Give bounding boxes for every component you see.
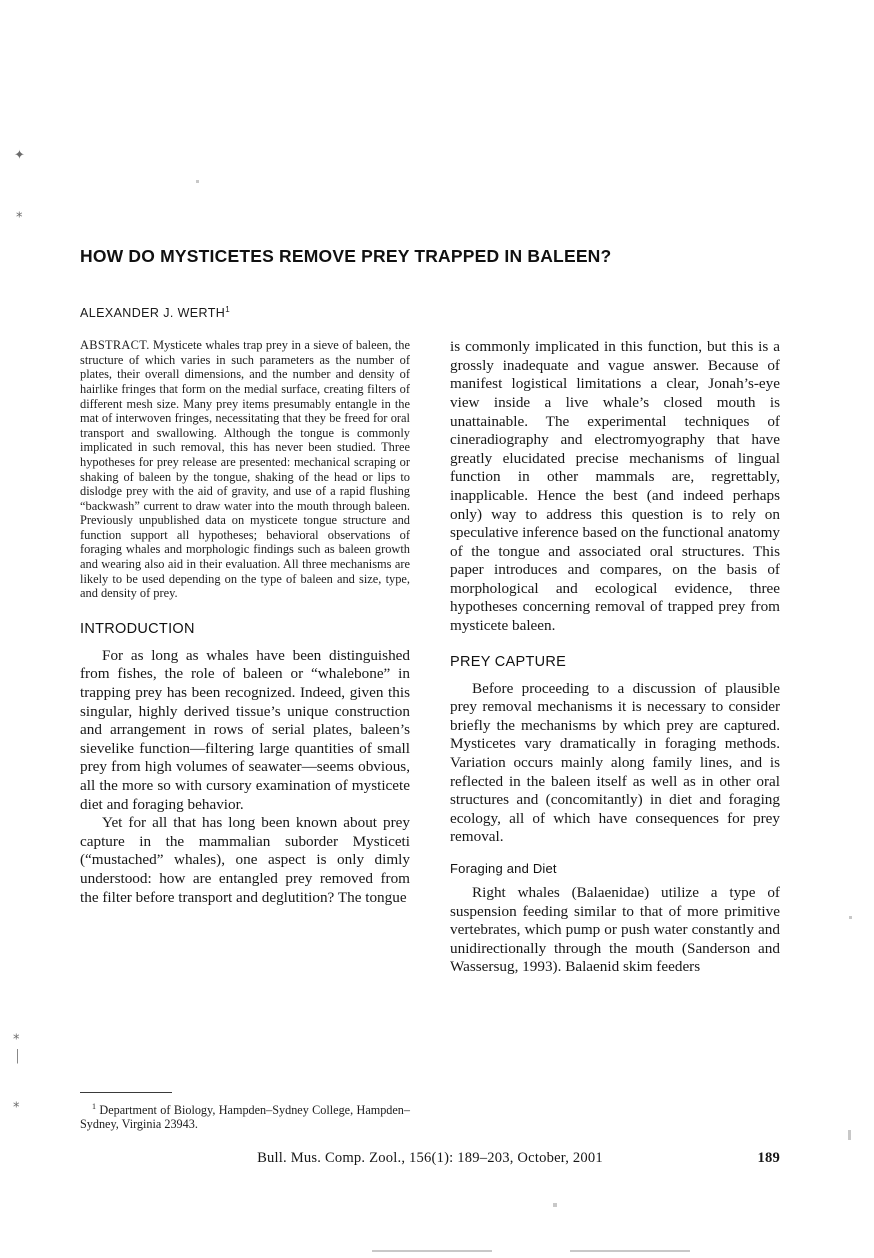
author-name: ALEXANDER J. WERTH [80,306,226,321]
scan-speck [848,1130,851,1140]
paragraph: For as long as whales have been distinguished from fishes, the role of baleen or “whalebone” in trapping prey has been recognized. Indeed, given this singular, highly derived tissue’s unique construction and arrangement in rows of serial plates, baleen’s sievelike function—filtering large quantities of small prey from high volumes of seawater—seems obvious, all the more so with cursory examination of mysticete diet and foraging behavior. [80,646,410,813]
footnote-marker: 1 [92,1102,96,1111]
column-left [80,338,410,907]
scan-mark: ⁎ [16,205,23,220]
section-heading-prey-capture: PREY CAPTURE [450,653,567,670]
abstract-label: ABSTRACT. [80,338,150,353]
scan-speck [196,180,199,183]
page-number: 189 [757,1150,780,1166]
author-line [80,305,780,320]
scan-mark: ✦ [14,147,25,162]
footnote [80,1100,410,1132]
abstract-text: Mysticete whales trap prey in a sieve of baleen, the structure of which varies in such parameters as the number of plates, their overall dimensions, and the number and density of hairlike fringes that form on the medial surface, creating filters of different mesh size. Many prey items presumably entangle in the mat of interwoven fringes, necessitating that they be freed for oral transport and swallowing. Although the tongue is commonly implicated in such removal, this has never been studied. Three hypotheses for prey release are presented: mechanical scraping or shaking of baleen by the tongue, shaking of the head or lips to dislodge prey with the aid of gravity, and use of a rapid flushing “backwash” current to draw water into the mouth through baleen. Previously unpublished data on mysticete tongue structure and function support all hypotheses; behavioral observations of foraging whales and morphologic findings such as baleen growth and wearing also aid in their evaluation. All three mechanisms are likely to be used depending on the type of baleen and size, type, and density of prey. [80,338,410,601]
paragraph: Right whales (Balaenidae) utilize a type of suspension feeding similar to that of more primitive vertebrates, which pump or push water constantly and unidirectionally through the mouth (Sanderson and Wassersug, 1993). Balaenid skim feeders [450,884,780,976]
scan-mark: | [16,1047,20,1064]
paragraph: Yet for all that has long been known about prey capture in the mammalian suborder Mysticeti (“mustached” whales), one aspect is only dimly understood: how are entangled prey removed from the filter before transport and deglutition? The tongue [80,814,410,906]
paragraph-continued: is commonly implicated in this function, but this is a grossly inadequate and vague answer. Because of manifest logistical limitations a clear, Jonah’s-eye view inside a live whale’s closed mouth is unattainable. The experimental techniques of cineradiography and electromyography that have greatly elucidated precise mechanisms of lingual function in other mammals are, regrettably, inapplicable. Hence the best (and indeed perhaps only) way to address this question is to rely on speculative inference based on the functional anatomy of the tongue and associated oral structures. This paper introduces and compares, on the basis of morphological and ecological evidence, three hypotheses concerning removal of trapped prey from mysticete baleen. [450,338,780,635]
scan-mark: ⁎ [13,1095,20,1110]
page-footer [80,1150,780,1167]
author-note-marker: 1 [225,305,231,314]
scan-edge-mark [372,1250,492,1252]
footnote-rule [80,1092,172,1093]
page-title: HOW DO MYSTICETES REMOVE PREY TRAPPED IN BALEEN? [80,246,612,266]
footnote-block [80,1078,410,1132]
scan-mark: ⁎ [13,1027,20,1042]
paragraph: Before proceeding to a discussion of plausible prey removal mechanisms it is necessary to consider briefly the mechanisms by which prey are captured. Mysticetes vary dramatically in foraging methods. Variation occurs mainly along family lines, and is reflected in the baleen itself as well as in other oral structures and (concomitantly) in diet and foraging ecology, all of which have consequences for prey removal. [450,679,780,846]
journal-citation: Bull. Mus. Comp. Zool., 156(1): 189–203, October, 2001 [257,1150,603,1166]
subsection-heading-foraging-and-diet: Foraging and Diet [450,861,557,876]
abstract [80,338,410,601]
section-heading-introduction: INTRODUCTION [80,620,195,637]
scan-speck [553,1203,557,1207]
footnote-text: Department of Biology, Hampden–Sydney College, Hampden–Sydney, Virginia 23943. [80,1103,410,1132]
scan-edge-mark [570,1250,690,1252]
scan-speck [849,916,852,919]
column-right-overflow [450,368,780,758]
